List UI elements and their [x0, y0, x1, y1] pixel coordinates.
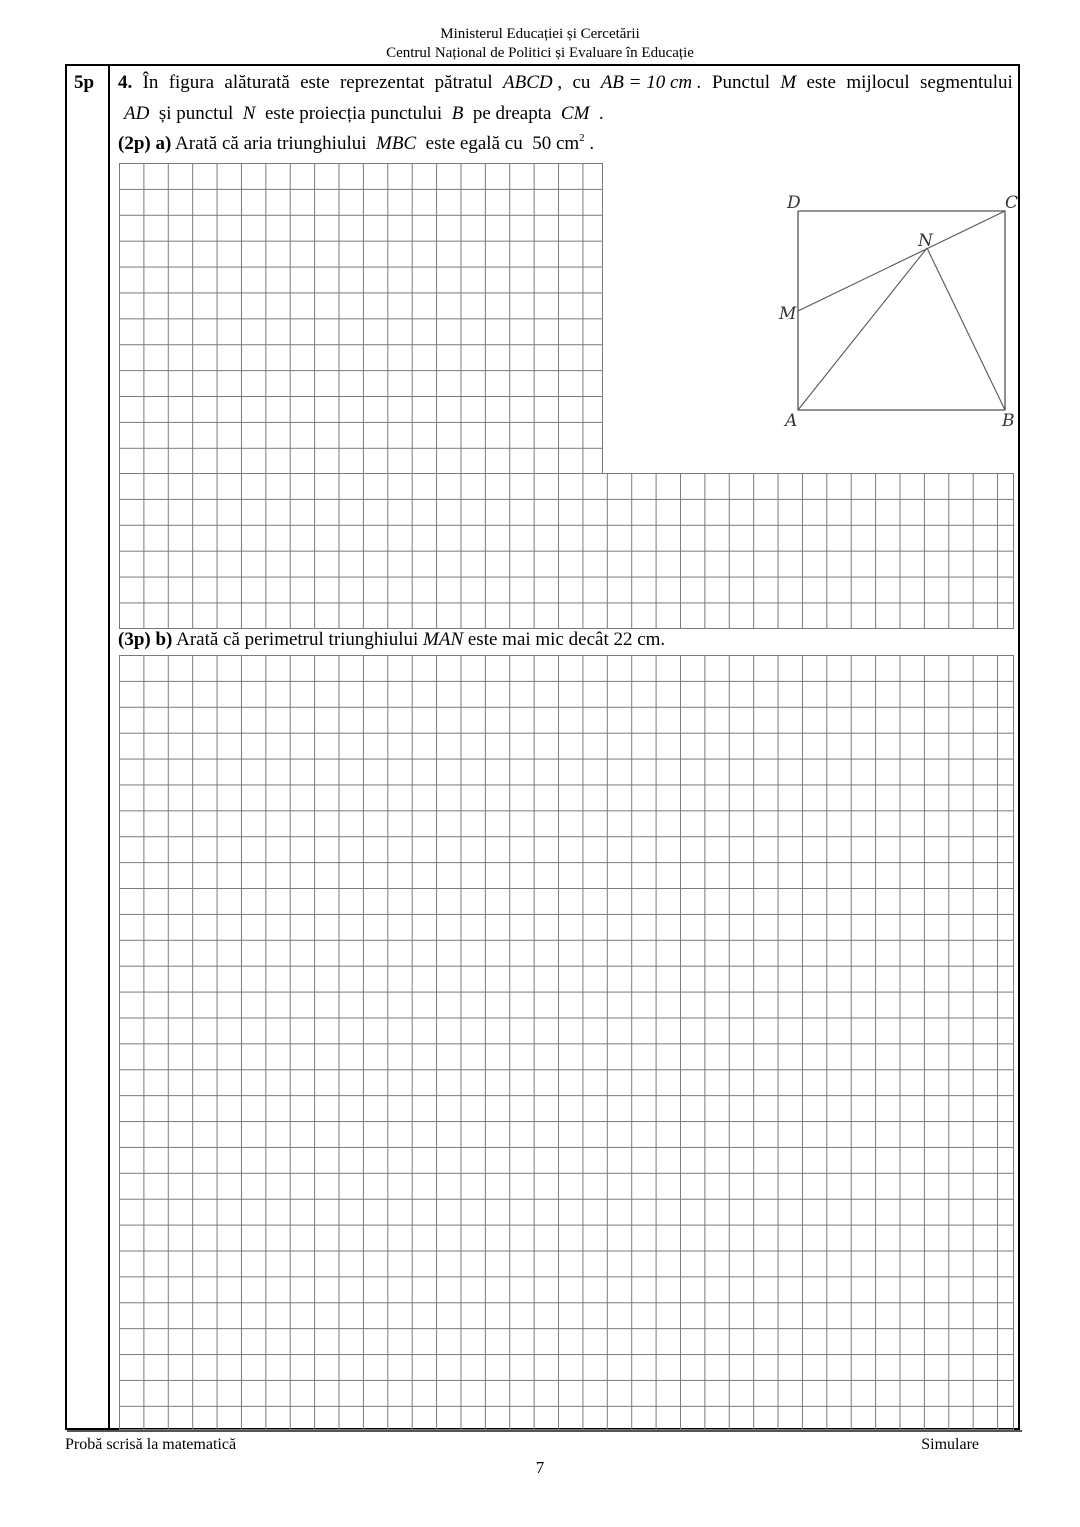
word: cu: [572, 72, 591, 93]
point-m: M: [780, 72, 797, 93]
triangle-mbc: MBC: [376, 133, 417, 154]
area-value: 50 cm: [532, 133, 580, 154]
label-m: M: [779, 304, 797, 324]
page-number: 7: [535, 1458, 545, 1477]
word: În: [142, 72, 159, 93]
text: și punctul: [158, 103, 234, 124]
label-n: N: [918, 231, 933, 251]
text: Arată că perimetrul triunghiului: [176, 629, 419, 650]
points-column-separator: [108, 64, 110, 1430]
text: Arată că aria triunghiului: [175, 133, 367, 154]
part-b-statement: [118, 629, 665, 651]
text: .: [598, 103, 604, 124]
part-a-points: (2p): [118, 133, 151, 154]
footer-exam-type: Simulare: [921, 1436, 979, 1453]
part-b-letter: b): [155, 629, 173, 650]
answer-grid-a-lower[interactable]: [119, 473, 1014, 629]
problem-points: 5p: [74, 72, 95, 93]
answer-grid-a-upper[interactable]: [119, 163, 603, 474]
word: segmentului: [919, 72, 1013, 93]
text: este proiecția punctului: [264, 103, 443, 124]
problem-number: 4.: [118, 72, 133, 93]
word: pătratul: [434, 72, 493, 93]
part-a-statement: [118, 133, 594, 155]
square-name: ABCD ,: [503, 72, 563, 93]
footer-exam-name: Probă scrisă la matematică: [65, 1436, 237, 1453]
word: alăturată: [224, 72, 290, 93]
label-a: A: [785, 411, 798, 431]
answer-grid-b[interactable]: [119, 655, 1014, 1430]
problem-statement-line2: [124, 103, 604, 125]
label-c: C: [1005, 193, 1019, 213]
word: mijlocul: [846, 72, 910, 93]
header-center: Centrul Național de Politici și Evaluare în Educație: [386, 45, 694, 61]
word: Punctul: [711, 72, 770, 93]
segment-mc: [798, 211, 1005, 311]
label-b: B: [1002, 411, 1015, 431]
triangle-man: MAN: [423, 629, 464, 650]
exponent: 2: [579, 132, 585, 144]
word: reprezentat: [339, 72, 425, 93]
frame-bottom-shadow: [67, 1430, 1022, 1432]
header-ministry: Ministerul Educației și Cercetării: [440, 26, 640, 42]
segment-ad: AD: [124, 103, 150, 124]
part-b-points: (3p): [118, 629, 151, 650]
text: este mai mic decât 22 cm.: [467, 629, 666, 650]
geometry-figure: [770, 185, 1030, 435]
side-length: AB = 10 cm .: [600, 72, 702, 93]
point-n: N: [242, 103, 256, 124]
word: este: [806, 72, 836, 93]
square-abcd: [798, 211, 1005, 410]
segment-bn: [927, 248, 1005, 410]
line-cm: CM: [560, 103, 590, 124]
problem-statement-line1: [118, 72, 1013, 94]
segment-an: [798, 248, 927, 410]
label-d: D: [787, 193, 801, 213]
text: este egală cu: [425, 133, 523, 154]
part-a-letter: a): [155, 133, 172, 154]
text: pe dreapta: [472, 103, 552, 124]
text: .: [589, 133, 595, 154]
word: figura: [168, 72, 215, 93]
word: este: [300, 72, 330, 93]
point-b: B: [451, 103, 464, 124]
